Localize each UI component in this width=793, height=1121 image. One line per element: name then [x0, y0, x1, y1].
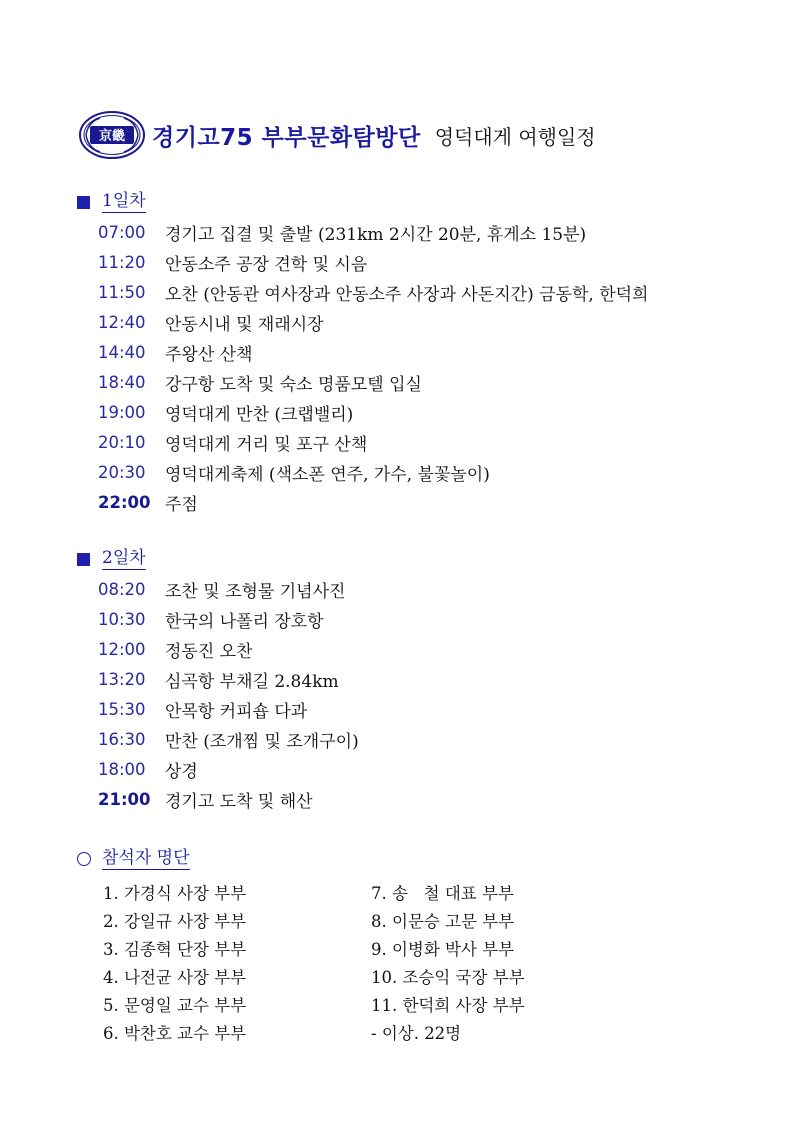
schedule-time: 22:00: [98, 492, 151, 512]
day2-label: 2일차: [102, 548, 146, 568]
schedule-event: 강구항 도착 및 숙소 명품모텔 입실: [165, 374, 422, 395]
day1-section: [75, 190, 648, 517]
attendees-section: [75, 847, 190, 871]
schedule-row: [75, 724, 359, 754]
schedule-event: 경기고 도착 및 해산: [165, 791, 313, 812]
attendee-entry: 5. 문영일 교수 부부: [103, 996, 247, 1015]
attendee-entry: 10. 조승익 국장 부부: [371, 968, 525, 987]
title-sub: 영덕대게 여행일정: [434, 124, 596, 149]
schedule-time: 13:20: [98, 669, 146, 689]
title-main: 경기고75 부부문화탐방단: [152, 124, 421, 151]
schedule-time: 16:30: [98, 729, 146, 749]
attendees-header: [75, 847, 190, 871]
schedule-event: 영덕대게 거리 및 포구 산책: [165, 434, 368, 455]
schedule-row: [75, 217, 648, 247]
schedule-event: 안목항 커피숍 다과: [165, 701, 308, 722]
attendee-entry: 1. 가경식 사장 부부: [103, 884, 247, 903]
schedule-event: 영덕대게축제 (색소폰 연주, 가수, 불꽃놀이): [165, 464, 490, 485]
schedule-row: [75, 574, 359, 604]
day2-schedule: [75, 574, 359, 814]
schedule-time: 12:00: [98, 639, 146, 659]
schedule-event: 주점: [165, 494, 198, 515]
schedule-event: 안동소주 공장 견학 및 시음: [165, 254, 368, 275]
schedule-row: [75, 247, 648, 277]
attendee-row: [103, 990, 563, 1018]
school-emblem-icon: [78, 110, 146, 160]
logo-text: 京畿: [98, 129, 126, 144]
attendee-list: [103, 878, 563, 1046]
day1-label: 1일차: [102, 191, 146, 211]
attendee-entry: 2. 강일규 사장 부부: [103, 912, 247, 931]
schedule-row: [75, 634, 359, 664]
schedule-time: 20:10: [98, 432, 146, 452]
schedule-row: [75, 277, 648, 307]
attendee-row: [103, 934, 563, 962]
attendee-entry: 4. 나전균 사장 부부: [103, 968, 247, 987]
schedule-event: 오찬 (안동관 여사장과 안동소주 사장과 사돈지간) 금동학, 한덕희: [165, 284, 649, 305]
attendee-entry: - 이상. 22명: [371, 1024, 462, 1043]
schedule-time: 11:50: [98, 282, 146, 302]
day1-header: [75, 190, 648, 214]
schedule-event: 조찬 및 조형물 기념사진: [165, 581, 346, 602]
attendee-row: [103, 878, 563, 906]
day2-header: [75, 547, 359, 571]
schedule-event: 주왕산 산책: [165, 344, 253, 365]
schedule-time: 20:30: [98, 462, 146, 482]
attendee-row: [103, 1018, 563, 1046]
day1-schedule: [75, 217, 648, 517]
schedule-event: 영덕대게 만찬 (크랩밸리): [165, 404, 354, 425]
attendee-entry: 7. 송 철 대표 부부: [371, 884, 514, 903]
schedule-row: [75, 694, 359, 724]
schedule-time: 18:40: [98, 372, 146, 392]
schedule-time: 08:20: [98, 579, 146, 599]
square-bullet-icon: [77, 196, 90, 209]
document-title: [78, 110, 596, 160]
schedule-event: 심곡항 부채길 2.84km: [165, 671, 339, 692]
schedule-time: 18:00: [98, 759, 146, 779]
schedule-time: 15:30: [98, 699, 146, 719]
schedule-event: 경기고 집결 및 출발 (231km 2시간 20분, 휴게소 15분): [165, 224, 587, 245]
schedule-row: [75, 457, 648, 487]
attendee-entry: 3. 김종혁 단장 부부: [103, 940, 247, 959]
schedule-event: 만찬 (조개찜 및 조개구이): [165, 731, 359, 752]
circle-bullet-icon: [77, 852, 91, 866]
schedule-row: [75, 487, 648, 517]
attendee-row: [103, 962, 563, 990]
schedule-row: [75, 604, 359, 634]
schedule-event: 한국의 나폴리 장호항: [165, 611, 324, 632]
schedule-time: 11:20: [98, 252, 146, 272]
schedule-time: 14:40: [98, 342, 146, 362]
schedule-time: 19:00: [98, 402, 146, 422]
attendee-row: [103, 906, 563, 934]
schedule-row: [75, 664, 359, 694]
schedule-row: [75, 754, 359, 784]
attendee-entry: 8. 이문승 고문 부부: [371, 912, 515, 931]
attendee-entry: 11. 한덕희 사장 부부: [371, 996, 525, 1015]
attendee-entry: 9. 이병화 박사 부부: [371, 940, 515, 959]
schedule-event: 안동시내 및 재래시장: [165, 314, 324, 335]
attendees-label: 참석자 명단: [102, 848, 190, 868]
schedule-time: 10:30: [98, 609, 146, 629]
attendee-entry: 6. 박찬호 교수 부부: [103, 1024, 247, 1043]
schedule-time: 12:40: [98, 312, 146, 332]
square-bullet-icon: [77, 553, 90, 566]
schedule-row: [75, 427, 648, 457]
schedule-row: [75, 367, 648, 397]
schedule-row: [75, 337, 648, 367]
schedule-event: 정동진 오찬: [165, 641, 253, 662]
day2-section: [75, 547, 359, 814]
schedule-time: 07:00: [98, 222, 146, 242]
schedule-row: [75, 307, 648, 337]
schedule-row: [75, 784, 359, 814]
schedule-row: [75, 397, 648, 427]
schedule-event: 상경: [165, 761, 198, 782]
schedule-time: 21:00: [98, 789, 151, 809]
